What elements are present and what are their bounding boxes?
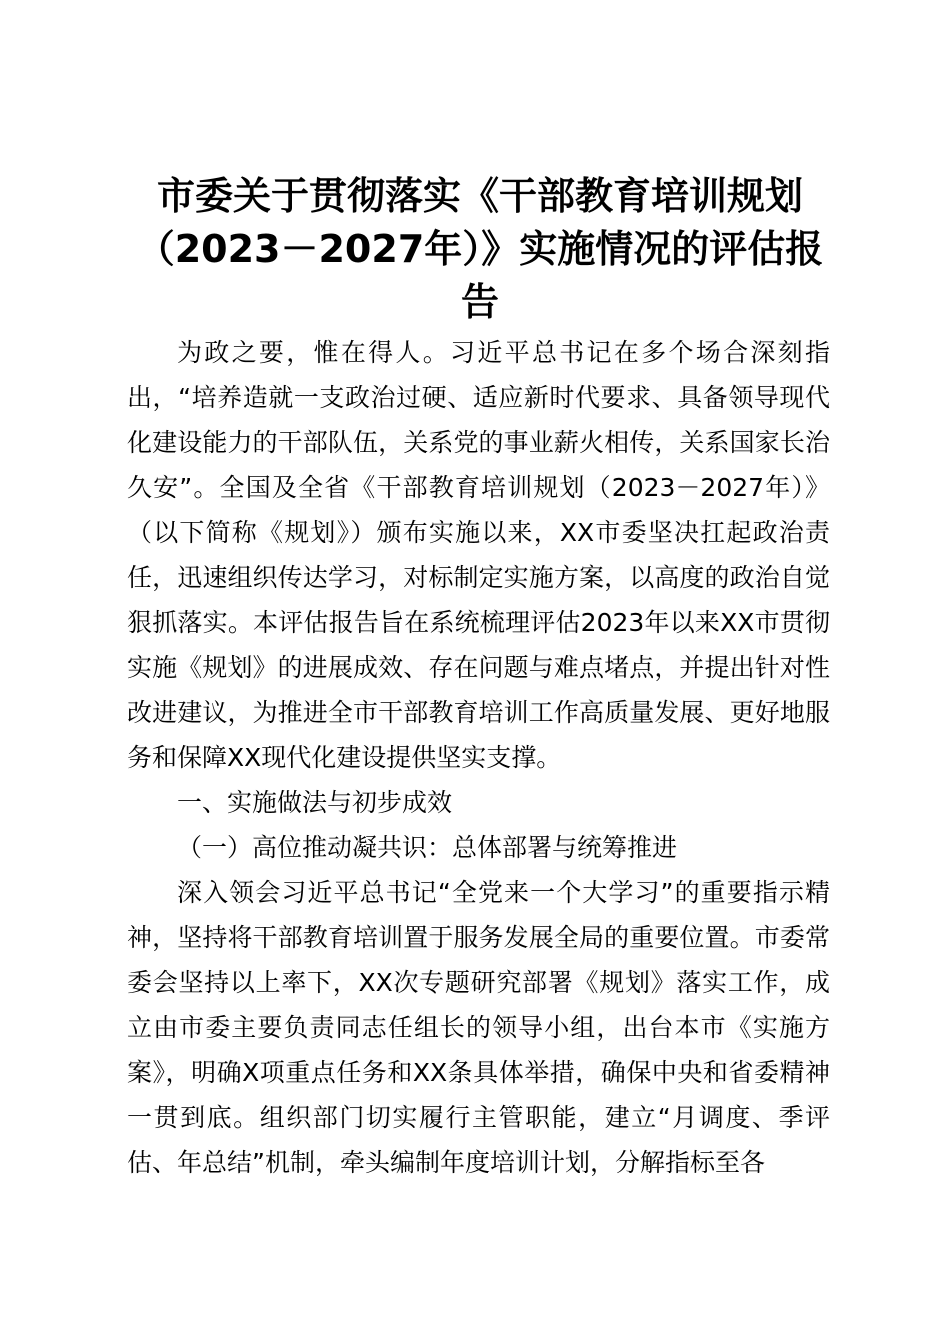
document-body: [127, 330, 830, 1185]
body-paragraph: 深入领会习近平总书记“全党来一个大学习”的重要指示精神，坚持将干部教育培训置于服务发展全局的重要位置。市委常委会坚持以上率下，XX次专题研究部署《规划》落实工作，成立由市委主要负责同志任组长的领导小组，出台本市《实施方案》，明确X项重点任务和XX条具体举措，确保中央和省委精神一贯到底。组织部门切实履行主管职能，建立“月调度、季评估、年总结”机制，牵头编制年度培训计划，分解指标至各: [127, 878, 830, 1177]
intro-paragraph: 为政之要，惟在得人。习近平总书记在多个场合深刻指出，“培养造就一支政治过硬、适应新时代要求、具备领导现代化建设能力的干部队伍，关系党的事业薪火相传，关系国家长治久安”。全国及全省《干部教育培训规划（2023－2027年）》（以下简称《规划》）颁布实施以来，XX市委坚决扛起政治责任，迅速组织传达学习，对标制定实施方案，以高度的政治自觉狠抓落实。本评估报告旨在系统梳理评估2023年以来XX市贯彻实施《规划》的进展成效、存在问题与难点堵点，并提出针对性改进建议，为推进全市干部教育培训工作高质量发展、更好地服务和保障XX现代化建设提供坚实支撑。: [127, 338, 830, 772]
section-heading: 一、实施做法与初步成效: [177, 788, 453, 817]
subsection-heading: （一）高位推动凝共识：总体部署与统筹推进: [177, 833, 678, 862]
document-title: 市委关于贯彻落实《干部教育培训规划（2023－2027年）》实施情况的评估报告: [136, 174, 824, 324]
